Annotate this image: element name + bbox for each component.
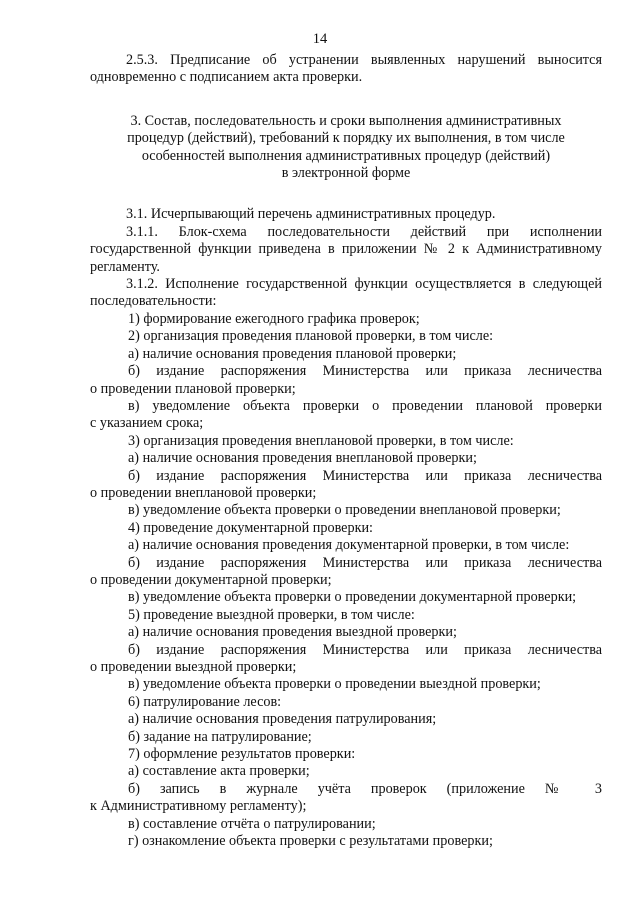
list-item-2b-line1: б) издание распоряжения Министерства или приказа лесничества	[128, 363, 602, 380]
list-item-4b-line2: о проведении документарной проверки;	[90, 571, 332, 588]
paragraph-2-5-3-line1: 2.5.3. Предписание об устранении выявленных нарушений выносится	[126, 52, 602, 68]
paragraph-3-1-1-line2: государственной функции приведена в приложении № 2 к Административному регламенту.	[90, 241, 602, 275]
list-item-7v: в) составление отчёта о патрулировании;	[128, 815, 376, 832]
list-item-2v-line2: с указанием срока;	[90, 415, 204, 432]
list-item-6a: а) наличие основания проведения патрулирования;	[128, 711, 437, 728]
list-item-1: 1) формирование ежегодного графика проверок;	[128, 310, 420, 327]
list-item-6: 6) патрулирование лесов:	[128, 693, 282, 710]
list-item-2b-line2: о проведении плановой проверки;	[90, 380, 296, 397]
paragraph-2-5-3-line2: одновременно с подписанием акта проверки.	[90, 69, 363, 86]
list-item-2a: а) наличие основания проведения плановой проверки;	[128, 345, 457, 362]
list-item-7b-line1: б) запись в журнале учёта проверок (приложение № 3	[128, 780, 602, 797]
list-item-7g: г) ознакомление объекта проверки с результатами проверки;	[128, 833, 493, 850]
page-number: 14	[312, 31, 328, 47]
section-3-heading	[90, 113, 602, 183]
list-item-4a: а) наличие основания проведения документарной проверки, в том числе:	[128, 537, 570, 554]
list-item-3v: в) уведомление объекта проверки о проведении внеплановой проверки;	[128, 502, 561, 519]
list-item-3a: а) наличие основания проведения внеплановой проверки;	[128, 450, 477, 467]
document-body	[90, 52, 602, 850]
list-item-4b-line1: б) издание распоряжения Министерства или приказа лесничества	[128, 554, 602, 571]
paragraph-3-1-2-line1: 3.1.2. Исполнение государственной функции осуществляется в следующей	[126, 276, 602, 293]
paragraph-3-1: 3.1. Исчерпывающий перечень административных процедур.	[126, 206, 496, 223]
list-item-7: 7) оформление результатов проверки:	[128, 746, 356, 763]
list-item-7b-line2: к Административному регламенту);	[90, 798, 307, 815]
list-item-5: 5) проведение выездной проверки, в том числе:	[128, 606, 415, 623]
list-item-2v-line1: в) уведомление объекта проверки о проведении плановой проверки	[128, 397, 602, 414]
heading-line-3: особенностей выполнения административных процедур (действий)	[141, 147, 551, 164]
list-item-3: 3) организация проведения внеплановой проверки, в том числе:	[128, 432, 514, 449]
list-item-6b: б) задание на патрулирование;	[128, 728, 312, 745]
heading-line-2: процедур (действий), требований к порядку их выполнения, в том числе	[127, 130, 565, 147]
list-item-5v: в) уведомление объекта проверки о проведении выездной проверки;	[128, 676, 541, 693]
list-item-2: 2) организация проведения плановой проверки, в том числе:	[128, 328, 494, 345]
list-item-3b-line2: о проведении внеплановой проверки;	[90, 484, 317, 501]
list-item-5b-line1: б) издание распоряжения Министерства или приказа лесничества	[128, 641, 602, 658]
list-item-3b-line1: б) издание распоряжения Министерства или приказа лесничества	[128, 467, 602, 484]
heading-line-4: в электронной форме	[281, 165, 411, 182]
paragraph-3-1-1-line1: 3.1.1. Блок-схема последовательности действий при исполнении	[126, 223, 602, 240]
paragraph-3-1-2-line2: последовательности:	[90, 293, 217, 310]
list-item-7a: а) составление акта проверки;	[128, 763, 310, 780]
list-item-5a: а) наличие основания проведения выездной проверки;	[128, 624, 457, 641]
list-item-4v: в) уведомление объекта проверки о проведении документарной проверки;	[128, 589, 577, 606]
list-item-5b-line2: о проведении выездной проверки;	[90, 659, 297, 675]
list-item-4: 4) проведение документарной проверки:	[128, 519, 373, 536]
heading-line-1: 3. Состав, последовательность и сроки выполнения административных	[130, 112, 562, 129]
